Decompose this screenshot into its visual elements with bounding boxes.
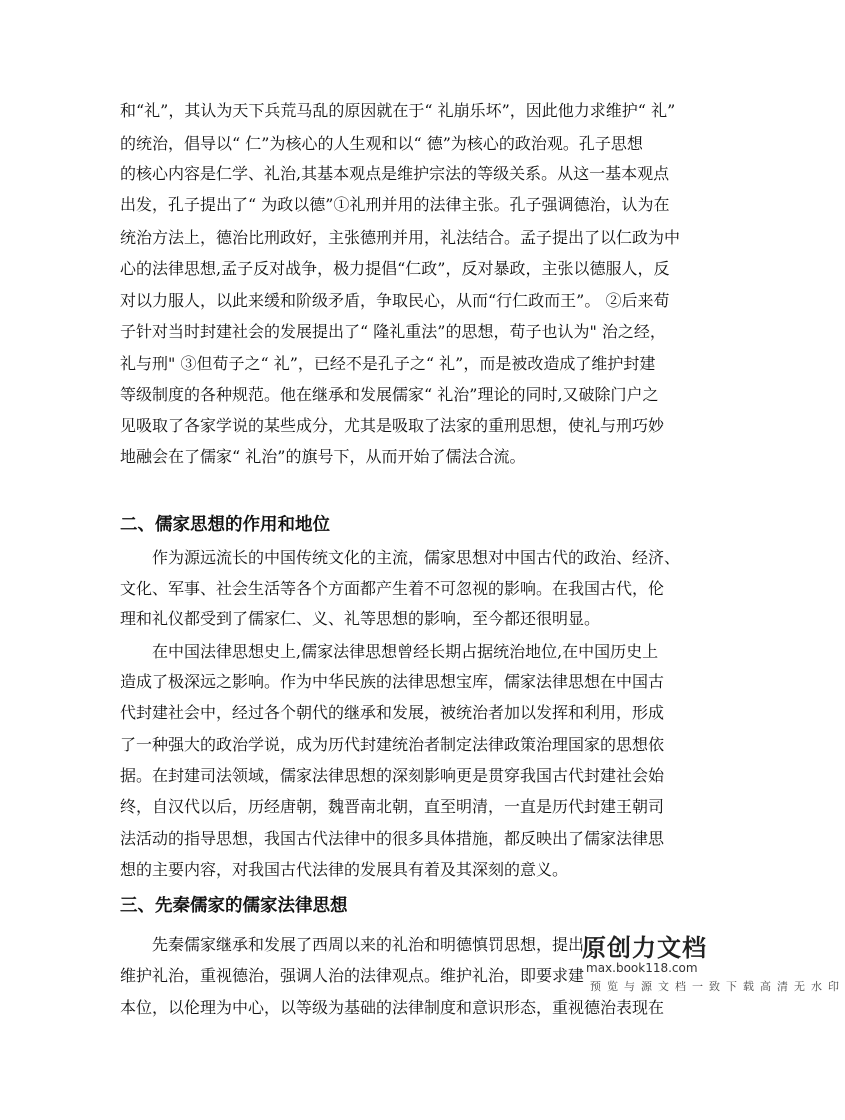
text-line: 的核心内容是仁学、礼治,其基本观点是维护宗法的等级关系。从这一基本观点 [120,164,670,183]
text-line: 在中国法律思想史上,儒家法律思想曾经长期占据统治地位,在中国历史上 [120,642,659,661]
text-line: 本位，以伦理为中心，以等级为基础的法律制度和意识形态，重视德治表现在 [120,998,665,1017]
text-line: 见吸取了各家学说的某些成分，尤其是吸取了法家的重刑思想，使礼与刑巧妙 [120,416,665,435]
section-heading: 三、先秦儒家的儒家法律思想 [120,896,348,916]
text-line: 据。在封建司法领域，儒家法律思想的深刻影响更是贯穿我国古代封建社会始 [120,766,665,785]
text-line: 文化、军事、社会生活等各个方面都产生着不可忽视的影响。在我国古代，伦 [120,579,665,598]
watermark [582,928,845,1008]
text-line: 出发，孔子提出了“ 为政以德”①礼刑并用的法律主张。孔子强调德治，认为在 [120,195,670,214]
text-line: 子针对当时封建社会的发展提出了“ 隆礼重法”的思想，荀子也认为" 治之经， [120,322,666,341]
text-line: 法活动的指导思想，我国古代法律中的很多具体措施，都反映出了儒家法律思 [120,829,665,848]
text-line: 和“礼”，其认为天下兵荒马乱的原因就在于“ 礼崩乐坏”，因此他力求维护“ 礼” [120,101,676,120]
section-heading: 二、儒家思想的作用和地位 [120,515,330,535]
text-line: 作为源远流长的中国传统文化的主流，儒家思想对中国古代的政治、经济、 [120,548,681,567]
watermark-url: max.book118.com [586,961,698,975]
text-line: 理和礼仪都受到了儒家仁、义、礼等思想的影响，至今都还很明显。 [120,609,601,628]
text-line: 终，自汉代以后，历经唐朝，魏晋南北朝，直至明清，一直是历代封建王朝司 [120,797,665,816]
text-line: 想的主要内容，对我国古代法律的发展具有着及其深刻的意义。 [120,860,569,879]
text-line: 先秦儒家继承和发展了西周以来的礼治和明德慎罚思想，提出 [120,935,585,954]
text-line: 维护礼治，重视德治，强调人治的法律观点。维护礼治，即要求建 [120,966,585,985]
text-line: 对以力服人，以此来缓和阶级矛盾，争取民心，从而“行仁政而王”。 ②后来荀 [120,291,670,310]
text-line: 心的法律思想,孟子反对战争，极力提倡“仁政”，反对暴政，主张以德服人，反 [120,259,670,278]
watermark-subtitle: 预览与源文档一致下载高清无水印 [590,980,845,993]
text-line: 统治方法上，德治比刑政好，主张德刑并用，礼法结合。孟子提出了以仁政为中 [120,228,681,247]
watermark-title: 原创力文档 [582,934,707,962]
text-line: 造成了极深远之影响。作为中华民族的法律思想宝库，儒家法律思想在中国古 [120,672,665,691]
text-line: 代封建社会中，经过各个朝代的继承和发展，被统治者加以发挥和利用，形成 [120,703,665,722]
text-line: 等级制度的各种规范。他在继承和发展儒家“ 礼治”理论的同时,又破除门户之 [120,385,659,404]
text-line: 礼与刑" ③但荀子之“ 礼”，已经不是孔子之“ 礼”，而是被改造成了维护封建 [120,354,656,373]
text-line: 了一种强大的政治学说，成为历代封建统治者制定法律政策治理国家的思想依 [120,735,665,754]
text-line: 的统治，倡导以“ 仁”为核心的人生观和以“ 德”为核心的政治观。孔子思想 [120,134,643,153]
text-line: 地融会在了儒家“ 礼治”的旗号下，从而开始了儒法合流。 [120,447,526,466]
